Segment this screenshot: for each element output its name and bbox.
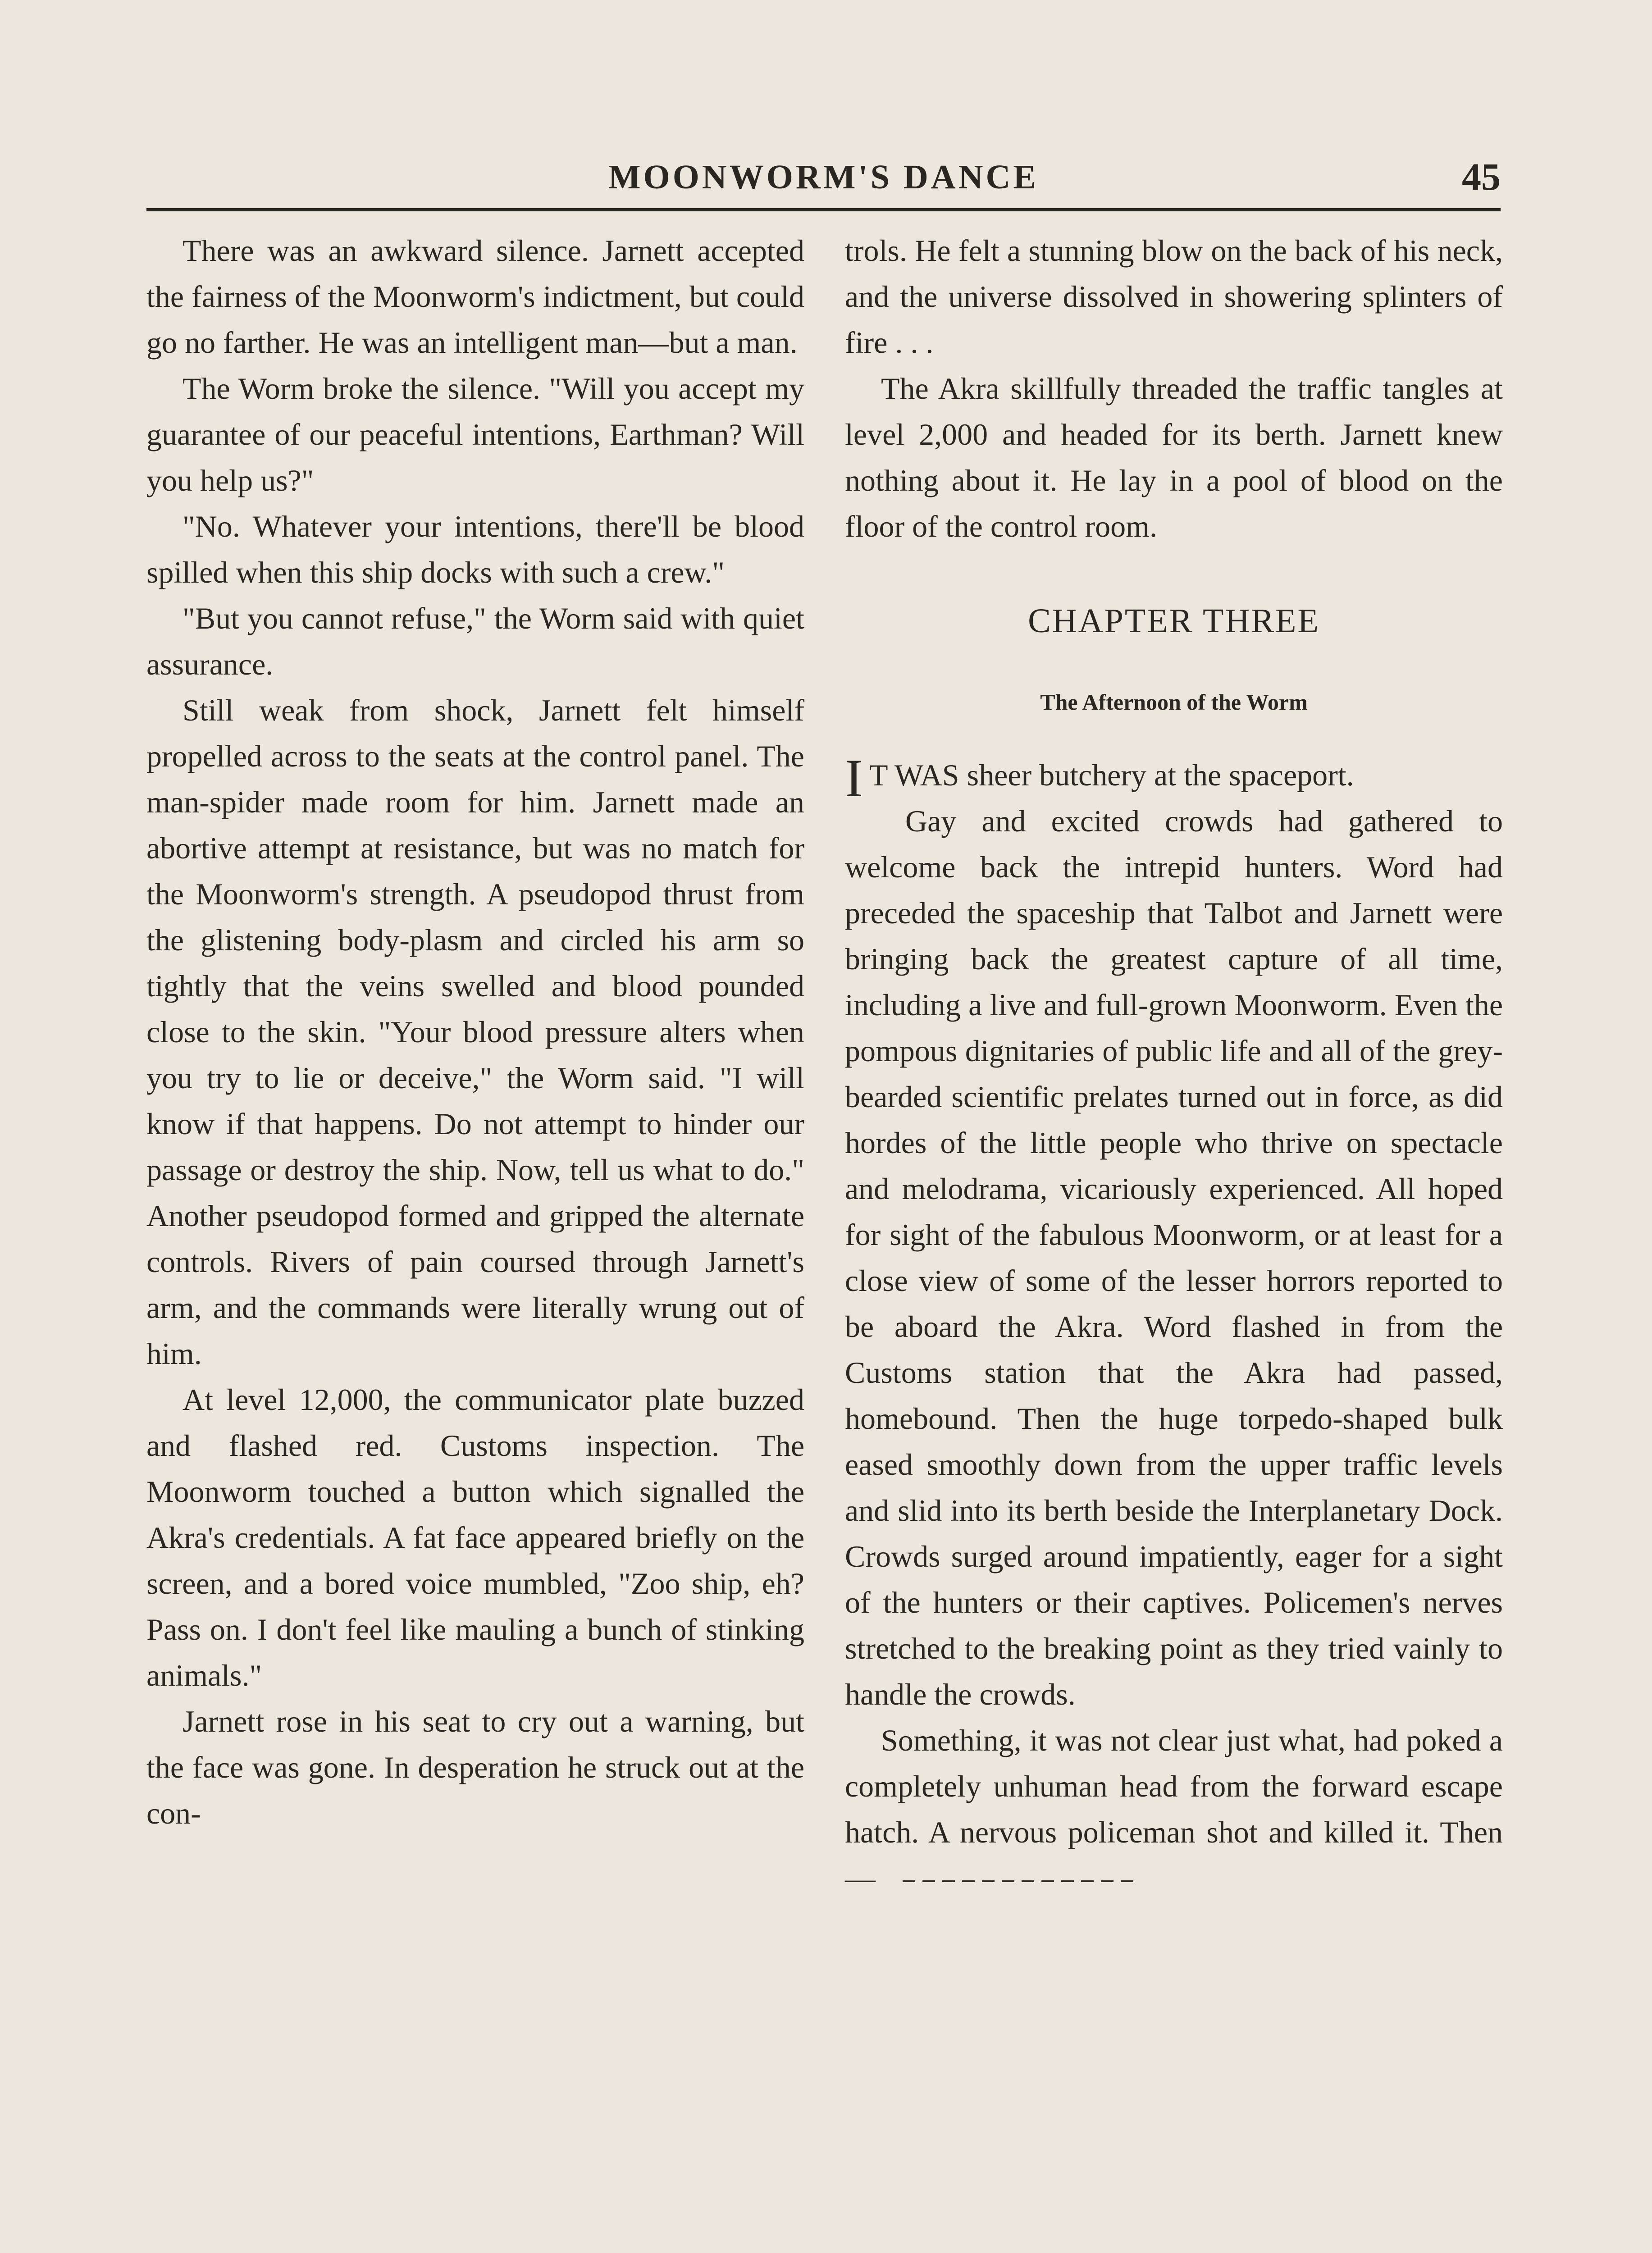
page-header (146, 149, 1501, 212)
paragraph: At level 12,000, the communicator plate buzzed and flashed red. Customs inspection. The Moonworm touched a button which signalled the Akra's credentials. A fat face appeared briefly on the screen, and a bored voice mumbled, "Zoo ship, eh? Pass on. I don't feel like mauling a bunch of stinking animals." (146, 1382, 804, 1692)
paragraph: "No. Whatever your intentions, there'll be blood spilled when this ship docks with such a crew." (146, 509, 804, 589)
paragraph: There was an awkward silence. Jarnett accepted the fairness of the Moonworm's indictment, but could go no farther. He was an intelligent man—but a man. (146, 233, 804, 360)
chapter-opening-paragraph (845, 748, 1503, 808)
paragraph: "But you cannot refuse," the Worm said with quiet assurance. (146, 601, 804, 681)
paragraph: The Akra skillfully threaded the traffic tangles at level 2,000 and headed for its berth. Jarnett knew nothing about it. He lay in a pool of blood on the floor of the control room. (845, 371, 1503, 543)
chapter-opening-text: T WAS sheer butchery at the spaceport. (869, 758, 1354, 792)
final-text: Something, it was not clear just what, had poked a completely unhuman head from the forward escape hatch. A nervous policeman shot and killed it. Then— (845, 1723, 1503, 1895)
header-rule (146, 208, 1501, 211)
chapter-subtitle: The Afternoon of the Worm (1040, 689, 1308, 715)
chapter-title: CHAPTER THREE (1028, 602, 1320, 640)
paragraph: The Worm broke the silence. "Will you accept my guarantee of our peaceful intentions, Earthman? Will you help us?" (146, 371, 804, 497)
left-column (146, 228, 804, 1836)
paragraph: Gay and excited crowds had gathered to welcome back the intrepid hunters. Word had preceded the spaceship that Talbot and Jarnett were bringing back the greatest capture of all time, including a live and full-grown Moonworm. Even the pompous dignitaries of public life and all of the grey-bearded scientific prelates turned out in force, as did hordes of the little people who thrive on spectacle and melodrama, vicariously experienced. All hoped for sight of the fabulous Moonworm, or at least for a close view of some of the lesser horrors reported to be aboard the Akra. Word flashed in from the Customs station that the Akra had passed, homebound. Then the huge torpedo-shaped bulk eased smoothly down from the upper traffic levels and slid into its berth beside the Interplanetary Dock. Crowds surged around impatiently, eager for a sight of the hunters or their captives. Policemen's nerves stretched to the breaking point as they tried vainly to handle the crowds. (845, 804, 1503, 1711)
running-title: MOONWORM'S DANCE (608, 158, 1039, 196)
page-number: 45 (1462, 155, 1501, 198)
paragraph: Jarnett rose in his seat to cry out a warning, but the face was gone. In desperation he struck out at the con- (146, 1704, 804, 1830)
drop-cap: I (845, 748, 863, 808)
continued-paragraph: trols. He felt a stunning blow on the back of his neck, and the universe dissolved in showering splinters of fire . . . (845, 233, 1503, 360)
paragraph-final (845, 1717, 1503, 1901)
paragraph: Still weak from shock, Jarnett felt himself propelled across to the seats at the control panel. The man-spider made room for him. Jarnett made an abortive attempt at resistance, but was no match for the Moonworm's strength. A pseudopod thrust from the glistening body-plasm and circled his arm so tightly that the veins swelled and blood pounded close to the skin. "Your blood pressure alters when you try to lie or deceive," the Worm said. "I will know if that happens. Do not attempt to hinder our passage or destroy the ship. Now, tell us what to do." Another pseudopod formed and gripped the alternate controls. Rivers of pain coursed through Jarnett's arm, and the commands were literally wrung out of him. (146, 693, 804, 1371)
end-flourish (903, 1880, 1137, 1882)
right-column (845, 228, 1503, 1901)
